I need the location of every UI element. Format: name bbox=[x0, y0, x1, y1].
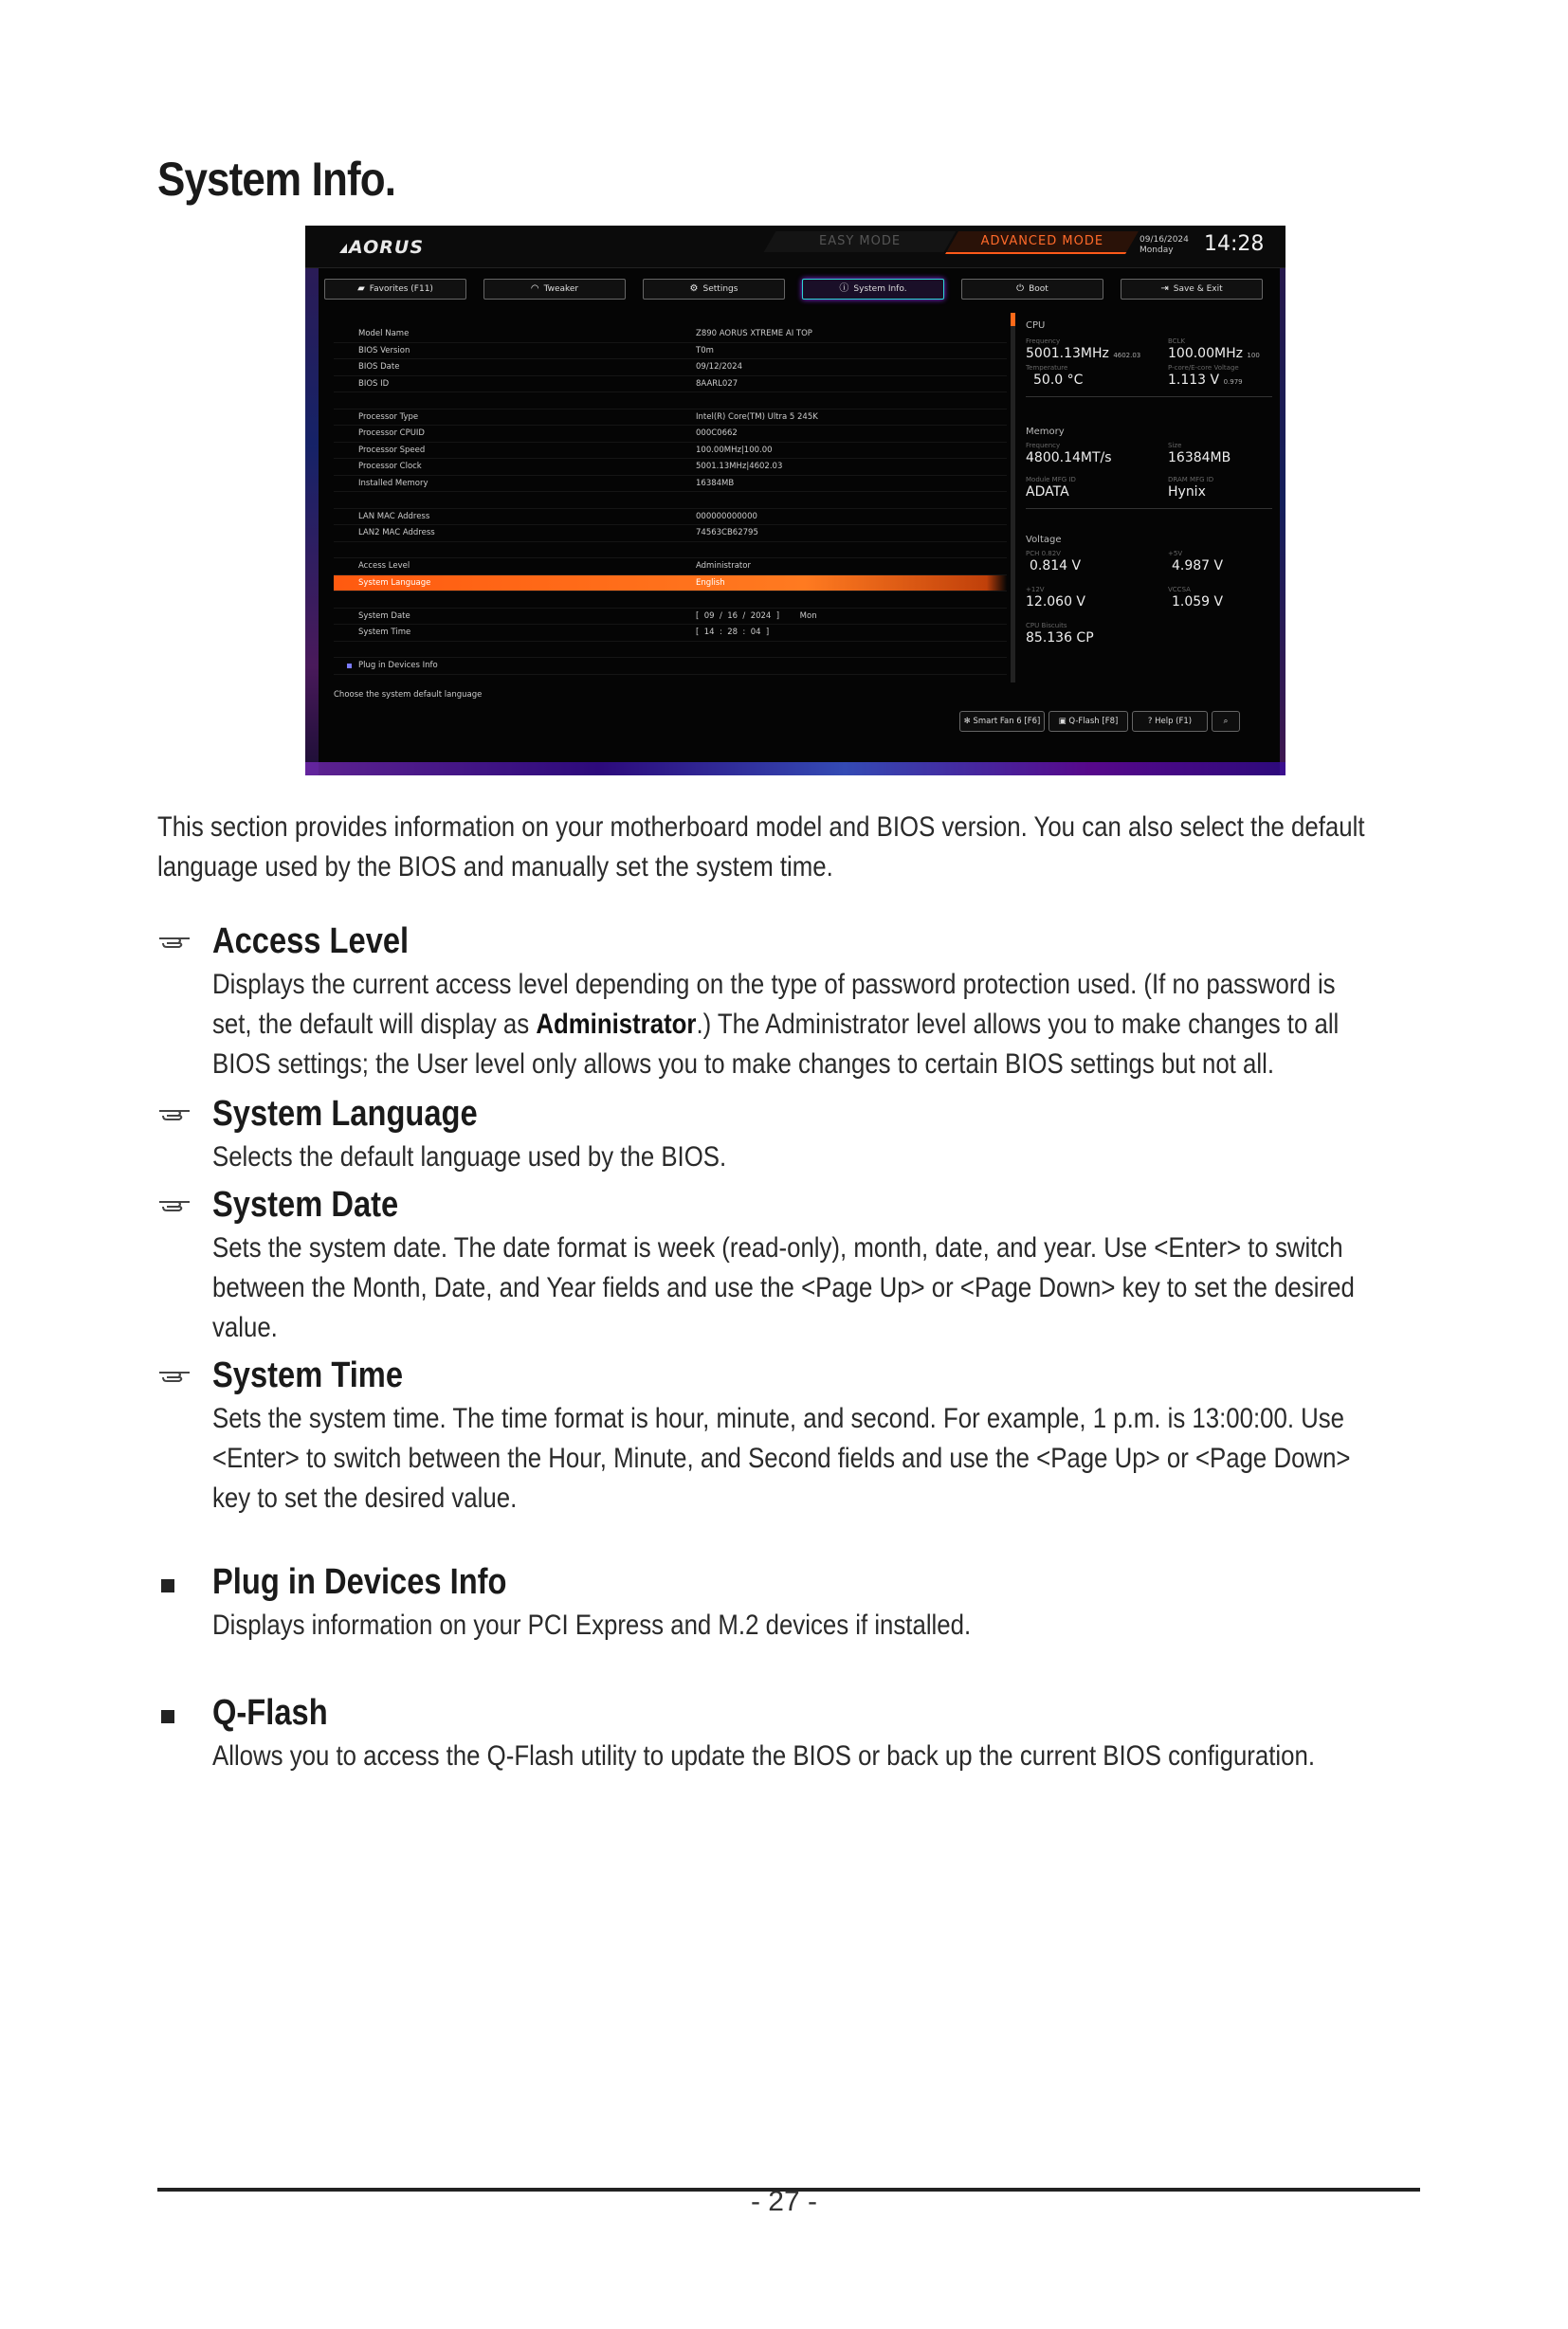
easy-mode-button[interactable]: EASY MODE bbox=[764, 231, 957, 252]
tab-boot[interactable]: ⏻ Boot bbox=[961, 279, 1103, 300]
mem-size-label: Size bbox=[1168, 442, 1182, 449]
gear-icon: ⚙ bbox=[689, 283, 699, 294]
pch-voltage-label: PCH 0.82V bbox=[1026, 550, 1061, 557]
search-button[interactable] bbox=[1212, 711, 1240, 732]
bios-row-processor-cpuid: Processor CPUID 000C0662 bbox=[334, 426, 1007, 443]
tab-tweaker[interactable]: ◠ Tweaker bbox=[483, 279, 626, 300]
qflash-desc-1: Allows you to access the Q-Flash utility to update the BIOS or back up the current BIOS configuration. bbox=[212, 1740, 1316, 1772]
cpu-biscuits-label: CPU Biscuits bbox=[1026, 622, 1067, 629]
aorus-logo: AORUS bbox=[330, 237, 424, 258]
power-icon: ⏻ bbox=[1016, 283, 1025, 294]
intro-line-1: This section provides information on your motherboard model and BIOS version. You can also select the default bbox=[157, 811, 1365, 843]
square-bullet-icon bbox=[161, 1710, 174, 1723]
exit-icon: ⇥ bbox=[1160, 283, 1169, 294]
plug-in-devices-desc-1: Displays information on your PCI Express and M.2 devices if installed. bbox=[212, 1610, 972, 1641]
pointing-hand-icon bbox=[157, 1365, 191, 1386]
bios-time: 14:28 bbox=[1204, 232, 1265, 256]
access-level-desc-1: Displays the current access level depending on the type of password protection used. (If no password is bbox=[212, 969, 1336, 1000]
bios-glow-right bbox=[1280, 226, 1285, 775]
bullet-icon bbox=[347, 664, 352, 668]
qflash-heading: Q-Flash bbox=[212, 1693, 328, 1733]
bios-info-list bbox=[334, 326, 1007, 675]
advanced-mode-button[interactable]: ADVANCED MODE bbox=[945, 231, 1139, 254]
bios-row-system-language[interactable]: System Language English bbox=[334, 575, 1007, 592]
system-time-desc-2: <Enter> to switch between the Hour, Minute, and Second fields and use the <Page Up> or <Page Down> bbox=[212, 1443, 1351, 1474]
cpu-frequency-label: Frequency bbox=[1026, 337, 1061, 345]
5v-label: +5V bbox=[1168, 550, 1183, 557]
mem-frequency-value: 4800.14MT/s bbox=[1026, 450, 1112, 465]
dram-mfg-label: DRAM MFG ID bbox=[1168, 476, 1214, 483]
system-language-heading: System Language bbox=[212, 1094, 478, 1134]
access-level-desc-3: BIOS settings; the User level only allows you to make changes to certain BIOS settings but not all. bbox=[212, 1048, 1275, 1080]
temperature-value: 50.0 °C bbox=[1033, 373, 1084, 388]
bios-row-lan-mac: LAN MAC Address 000000000000 bbox=[334, 509, 1007, 526]
bios-row-bios-id: BIOS ID 8AARL027 bbox=[334, 376, 1007, 393]
bios-row-bios-date: BIOS Date 09/12/2024 bbox=[334, 359, 1007, 376]
bios-row-spacer bbox=[334, 642, 1007, 659]
plug-in-devices-heading: Plug in Devices Info bbox=[212, 1562, 507, 1602]
intro-line-2: language used by the BIOS and manually set the system time. bbox=[157, 851, 833, 882]
vccsa-label: VCCSA bbox=[1168, 586, 1191, 593]
vcore-label: P-core/E-core Voltage bbox=[1168, 364, 1239, 372]
bios-date: 09/16/2024 Monday bbox=[1140, 235, 1189, 255]
monitor-divider bbox=[1026, 508, 1272, 509]
bios-row-system-time[interactable]: System Time [ 14 : 28 : 04 ] bbox=[334, 625, 1007, 642]
mem-size-value: 16384MB bbox=[1168, 450, 1231, 465]
page-title: System Info. bbox=[157, 153, 396, 206]
voltage-heading: Voltage bbox=[1026, 535, 1062, 545]
access-level-desc-2: set, the default will display as Administrator.) The Administrator level allows you to make changes to all bbox=[212, 1009, 1340, 1040]
system-date-heading: System Date bbox=[212, 1185, 399, 1225]
bios-row-system-date[interactable]: System Date [ 09 / 16 / 2024 ] Mon bbox=[334, 609, 1007, 626]
help-button[interactable]: ? Help (F1) bbox=[1132, 711, 1208, 732]
tab-settings[interactable]: ⚙ Settings bbox=[643, 279, 785, 300]
system-date-desc-3: value. bbox=[212, 1312, 278, 1343]
vcore-value: 1.113 V 0.979 bbox=[1168, 373, 1243, 388]
bios-row-plug-in-devices[interactable]: Plug in Devices Info bbox=[334, 658, 1007, 675]
access-level-heading: Access Level bbox=[212, 921, 410, 961]
bios-glow-left bbox=[305, 226, 319, 775]
folder-icon: ▰ bbox=[357, 283, 365, 294]
pointing-hand-icon bbox=[157, 1194, 191, 1215]
bios-row-spacer bbox=[334, 591, 1007, 609]
bios-row-processor-clock: Processor Clock 5001.13MHz|4602.03 bbox=[334, 459, 1007, 476]
memory-heading: Memory bbox=[1026, 427, 1065, 437]
bios-bottom-glow bbox=[305, 762, 1285, 775]
bios-row-installed-memory: Installed Memory 16384MB bbox=[334, 476, 1007, 493]
system-time-desc-3: key to set the desired value. bbox=[212, 1483, 518, 1514]
system-time-desc-1: Sets the system time. The time format is hour, minute, and second. For example, 1 p.m. is 13:00:00. Use bbox=[212, 1403, 1345, 1434]
tab-save-exit[interactable]: ⇥ Save & Exit bbox=[1121, 279, 1263, 300]
bios-row-bios-version: BIOS Version T0m bbox=[334, 343, 1007, 360]
bios-row-spacer bbox=[334, 542, 1007, 559]
temperature-label: Temperature bbox=[1026, 364, 1068, 372]
qflash-button[interactable]: ▣ Q-Flash [F8] bbox=[1048, 711, 1128, 732]
tab-favorites[interactable]: ▰ Favorites (F11) bbox=[324, 279, 466, 300]
bios-screenshot bbox=[305, 226, 1285, 775]
vccsa-value: 1.059 V bbox=[1172, 594, 1224, 610]
pointing-hand-icon bbox=[157, 1103, 191, 1124]
chip-icon: ▣ bbox=[1058, 717, 1069, 726]
cpu-heading: CPU bbox=[1026, 320, 1046, 331]
smart-fan-button[interactable]: ✻ Smart Fan 6 [F6] bbox=[959, 711, 1045, 732]
pointing-hand-icon bbox=[157, 931, 191, 952]
monitor-divider bbox=[1026, 396, 1272, 397]
search-icon: ⌕ bbox=[1223, 717, 1229, 726]
help-icon: ? bbox=[1147, 717, 1156, 726]
bclk-label: BCLK bbox=[1168, 337, 1186, 345]
bios-row-processor-type: Processor Type Intel(R) Core(TM) Ultra 5 245K bbox=[334, 409, 1007, 427]
cpu-frequency-value: 5001.13MHz 4602.03 bbox=[1026, 346, 1141, 361]
module-mfg-value: ADATA bbox=[1026, 484, 1069, 500]
12v-label: +12V bbox=[1026, 586, 1045, 593]
bios-row-lan2-mac: LAN2 MAC Address 74563CB62795 bbox=[334, 525, 1007, 542]
bios-row-spacer bbox=[334, 492, 1007, 509]
mem-frequency-label: Frequency bbox=[1026, 442, 1061, 449]
bclk-value: 100.00MHz 100 bbox=[1168, 346, 1260, 361]
bios-topbar bbox=[305, 226, 1285, 268]
bios-row-access-level: Access Level Administrator bbox=[334, 558, 1007, 575]
aorus-wing-icon bbox=[330, 244, 347, 253]
system-date-desc-2: between the Month, Date, and Year fields and use the <Page Up> or <Page Down> key to set the desired bbox=[212, 1272, 1355, 1303]
tab-system-info[interactable]: ⓘ System Info. bbox=[802, 279, 944, 300]
square-bullet-icon bbox=[161, 1579, 174, 1592]
bios-help-text: Choose the system default language bbox=[334, 690, 483, 700]
system-date-desc-1: Sets the system date. The date format is week (read-only), month, date, and year. Use <Enter> to switch bbox=[212, 1232, 1343, 1264]
bios-tabs bbox=[324, 279, 1272, 300]
5v-value: 4.987 V bbox=[1172, 558, 1224, 573]
bios-row-processor-speed: Processor Speed 100.00MHz|100.00 bbox=[334, 443, 1007, 460]
module-mfg-label: Module MFG ID bbox=[1026, 476, 1076, 483]
system-language-desc-1: Selects the default language used by the BIOS. bbox=[212, 1141, 727, 1173]
info-icon: ⓘ bbox=[839, 283, 849, 294]
bios-scrollbar-thumb[interactable] bbox=[1011, 313, 1015, 326]
12v-value: 12.060 V bbox=[1026, 594, 1086, 610]
dram-mfg-value: Hynix bbox=[1168, 484, 1206, 500]
page-number: - 27 - bbox=[750, 2186, 818, 2217]
bios-row-spacer bbox=[334, 392, 1007, 409]
fan-icon: ✻ bbox=[963, 717, 974, 726]
cpu-biscuits-value: 85.136 CP bbox=[1026, 630, 1094, 646]
bios-scrollbar[interactable] bbox=[1011, 313, 1015, 682]
gauge-icon: ◠ bbox=[530, 283, 539, 294]
system-time-heading: System Time bbox=[212, 1356, 404, 1395]
pch-voltage-value: 0.814 V bbox=[1030, 558, 1082, 573]
bios-row-model-name: Model Name Z890 AORUS XTREME AI TOP bbox=[334, 326, 1007, 343]
